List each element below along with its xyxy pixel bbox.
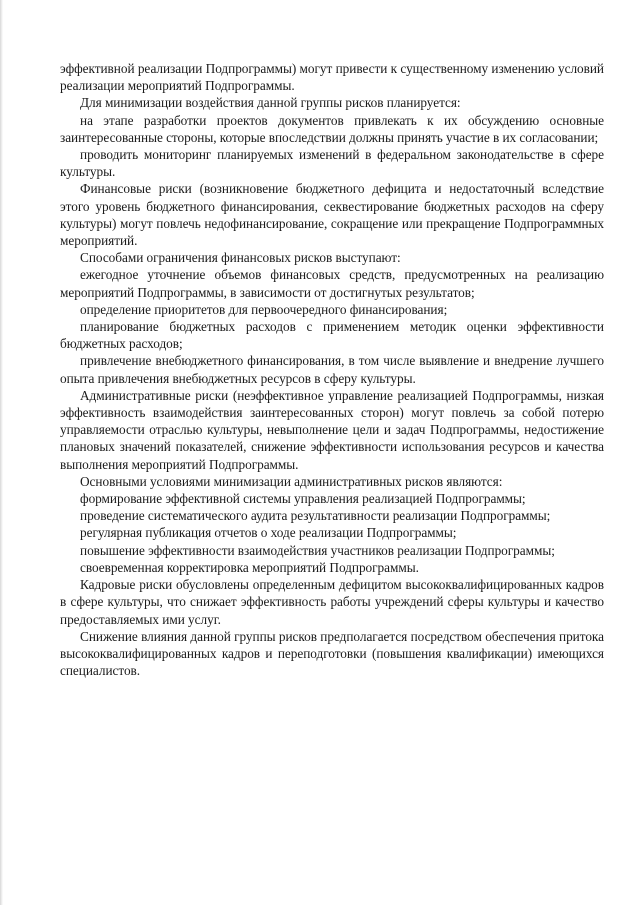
paragraph-financial-risk-methods-intro: Способами ограничения финансовых рисков выступают:	[80, 250, 401, 266]
paragraph-legal-measure-2: проводить мониторинг планируемых изменений в федеральном законодательстве в сфере культуры.	[60, 147, 604, 180]
paragraph-administrative-condition-1: формирование эффективной системы управления реализацией Подпрограммы;	[80, 491, 526, 507]
paragraph-financial-method-3: планирование бюджетных расходов с применением методик оценки эффективности бюджетных расходов;	[60, 319, 604, 352]
paragraph-administrative-condition-3: регулярная публикация отчетов о ходе реализации Подпрограммы;	[80, 525, 457, 541]
paragraph-financial-method-4: привлечение внебюджетного финансирования, в том числе выявление и внедрение лучшего опыта привлечения внебюджетных ресурсов в сферу культуры.	[60, 353, 604, 386]
paragraph-financial-method-2: определение приоритетов для первоочередного финансирования;	[80, 301, 448, 317]
paragraph-legal-risk-mitigation-intro: Для минимизации воздействия данной группы рисков планируется:	[80, 95, 461, 111]
paragraph-administrative-risks: Административные риски (неэффективное управление реализацией Подпрограммы, низкая эффективность взаимодействия заинтересованных сторон) могут повлечь за собой потерю управляемости отраслью культуры, невыполнение цели и задач Подпрограммы, недостижение плановых значений показателей, снижение эффективности использования ресурсов и качества выполнения мероприятий Подпрограммы.	[60, 387, 604, 472]
paragraph-legal-measure-1: на этапе разработки проектов документов привлекать к их обсуждению основные заинтересованные стороны, которые впоследствии должны принять участие в их согласовании;	[60, 112, 604, 145]
paragraph-financial-risks: Финансовые риски (возникновение бюджетного дефицита и недостаточный вследствие этого уровень бюджетного финансирования, секвестирование бюджетных расходов на сферу культуры) могут повлечь недофинансирование, сокращение или прекращение Подпрограммных мероприятий.	[60, 181, 604, 249]
paragraph-administrative-condition-5: своевременная корректировка мероприятий Подпрограммы.	[80, 559, 419, 575]
paragraph-personnel-risk-mitigation: Снижение влияния данной группы рисков предполагается посредством обеспечения притока высококвалифицированных кадров и переподготовки (повышения квалификации) имеющихся специалистов.	[60, 628, 604, 679]
paragraph-administrative-conditions-intro: Основными условиями минимизации административных рисков являются:	[80, 473, 503, 489]
paragraph-administrative-condition-2: проведение систематического аудита результативности реализации Подпрограммы;	[80, 508, 551, 524]
paragraph-financial-method-1: ежегодное уточнение объемов финансовых средств, предусмотренных на реализацию мероприятий Подпрограммы, в зависимости от достигнутых результатов;	[60, 267, 604, 300]
paragraph-personnel-risks: Кадровые риски обусловлены определенным дефицитом высококвалифицированных кадров в сфере культуры, что снижает эффективность работы учреждений сферы культуры и качество предоставляемых ими услуг.	[60, 577, 604, 627]
scan-edge-shadow	[0, 0, 3, 905]
paragraph-administrative-condition-4: повышение эффективности взаимодействия участников реализации Подпрограммы;	[80, 542, 555, 558]
paragraph-continuation: эффективной реализации Подпрограммы) могут привести к существенному изменению условий реализации мероприятий Подпрограммы.	[60, 61, 604, 94]
